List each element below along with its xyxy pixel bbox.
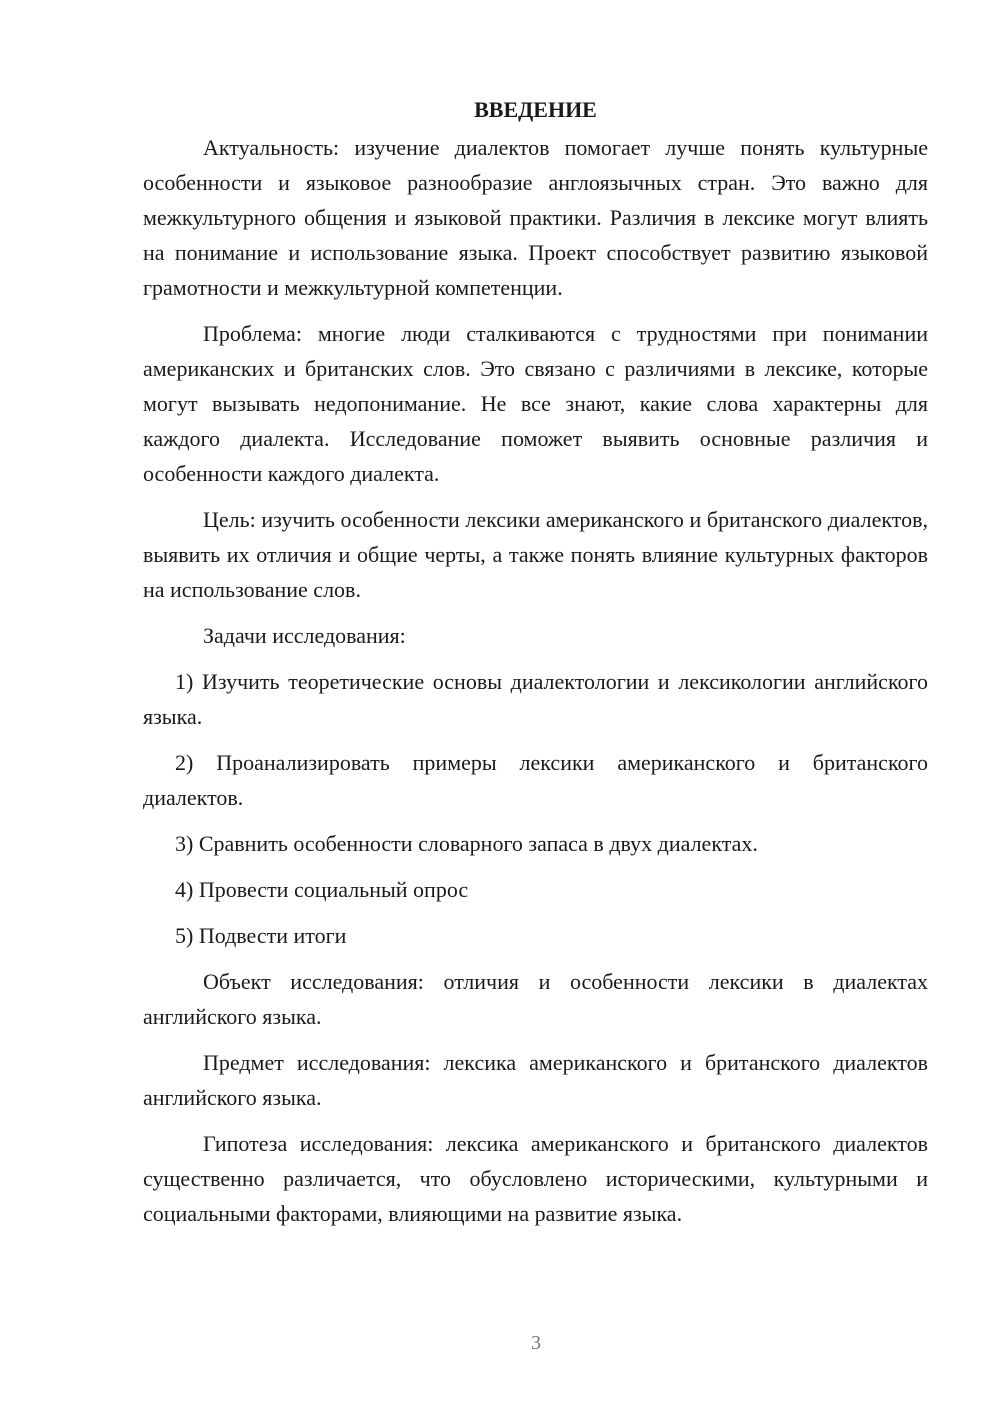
problem-paragraph: Проблема: многие люди сталкиваются с трудностями при понимании американских и британских слов. Это связано с различиями в лексике, которые могут вызывать недопонимание. Не все знают, какие слова характерны для каждого диалекта. Исследование поможет выявить основные различия и особенности каждого диалекта. [143, 321, 928, 486]
task-item-2: 2) Проанализировать примеры лексики американского и британского диалектов. [143, 750, 928, 810]
task-item-5: 5) Подвести итоги [175, 923, 347, 948]
goal-paragraph: Цель: изучить особенности лексики американского и британского диалектов, выявить их отличия и общие черты, а также понять влияние культурных факторов на использование слов. [143, 507, 928, 602]
document-page [143, 92, 928, 1242]
task-item-1: 1) Изучить теоретические основы диалектологии и лексикологии английского языка. [143, 669, 928, 729]
page-number: 3 [531, 1332, 541, 1354]
task-item-4: 4) Провести социальный опрос [175, 877, 469, 902]
tasks-heading: Задачи исследования: [203, 623, 406, 648]
section-title: ВВЕДЕНИЕ [474, 97, 597, 122]
subject-paragraph: Предмет исследования: лексика американского и британского диалектов английского языка. [143, 1050, 928, 1110]
object-paragraph: Объект исследования: отличия и особенности лексики в диалектах английского языка. [143, 969, 928, 1029]
hypothesis-paragraph: Гипотеза исследования: лексика американского и британского диалектов существенно различается, что обусловлено историческими, культурными и социальными факторами, влияющими на развитие языка. [143, 1131, 928, 1226]
relevance-paragraph: Актуальность: изучение диалектов помогает лучше понять культурные особенности и языковое разнообразие англоязычных стран. Это важно для межкультурного общения и языковой практики. Различия в лексике могут влиять на понимание и использование языка. Проект способствует развитию языковой грамотности и межкультурной компетенции. [143, 135, 928, 300]
task-item-3: 3) Сравнить особенности словарного запаса в двух диалектах. [175, 831, 758, 856]
